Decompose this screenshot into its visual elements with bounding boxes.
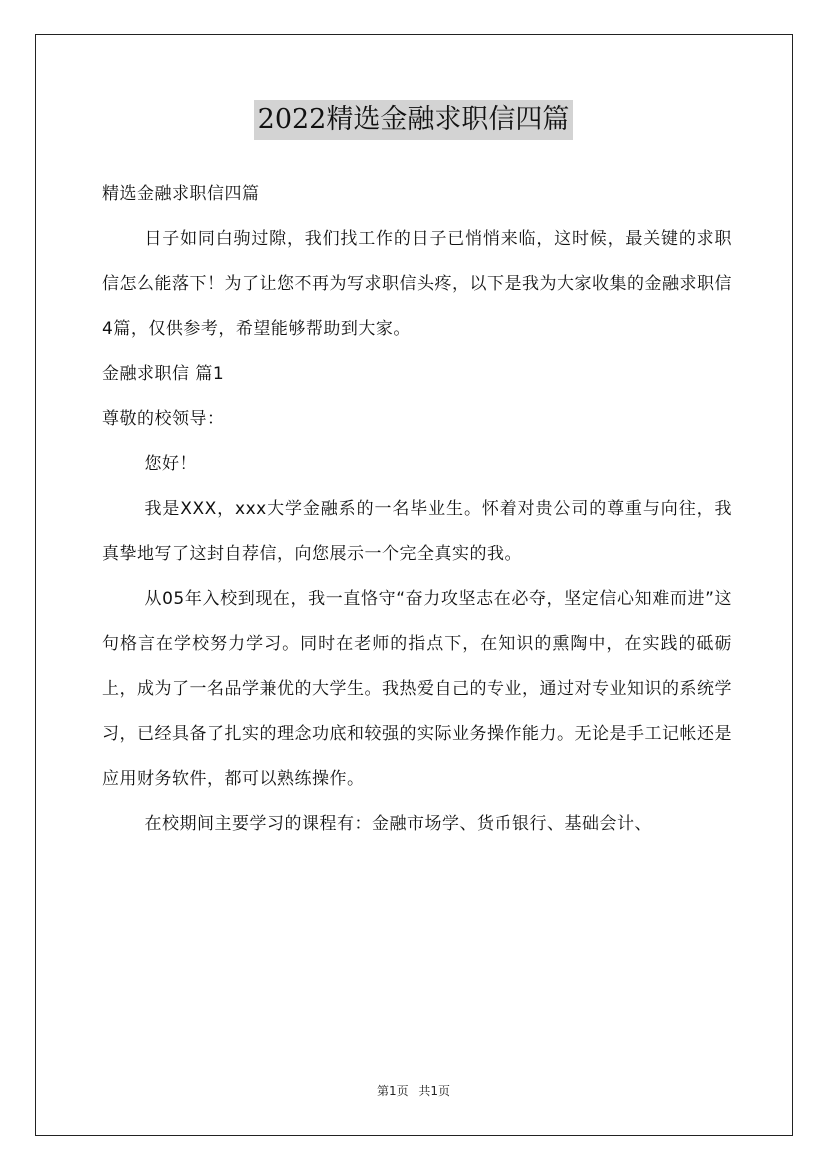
paragraph-0: 精选金融求职信四篇 bbox=[102, 184, 260, 204]
paragraph-1: 日子如同白驹过隙，我们找工作的日子已悄悄来临，这时候，最关键的求职信怎么能落下！为了让您不再为写求职信头疼，以下是我为大家收集的金融求职信4篇，仅供参考，希望能够帮助到大家。 bbox=[102, 229, 732, 339]
paragraph-3: 尊敬的校领导： bbox=[102, 409, 225, 429]
document-body bbox=[102, 172, 732, 847]
document-title: 2022精选金融求职信四篇 bbox=[254, 100, 574, 140]
paragraph-6: 从05年入校到现在，我一直恪守“奋力攻坚志在必夺，坚定信心知难而进”这句格言在学校努力学习。同时在老师的指点下，在知识的熏陶中，在实践的砥砺上，成为了一名品学兼优的大学生。我热爱自己的专业，通过对专业知识的系统学习，已经具备了扎实的理念功底和较强的实际业务操作能力。无论是手工记帐还是应用财务软件，都可以熟练操作。 bbox=[102, 589, 732, 789]
paragraph-2: 金融求职信 篇1 bbox=[102, 364, 225, 384]
paragraph-5: 我是XXX，xxx大学金融系的一名毕业生。怀着对贵公司的尊重与向往，我真挚地写了这封自荐信，向您展示一个完全真实的我。 bbox=[102, 499, 732, 564]
paragraph-7: 在校期间主要学习的课程有：金融市场学、货币银行、基础会计、 bbox=[144, 814, 652, 834]
page-total: 共1页 bbox=[418, 1084, 451, 1098]
title-container bbox=[0, 100, 827, 140]
page-footer bbox=[0, 1082, 827, 1099]
page-number: 第1页 bbox=[376, 1084, 409, 1098]
paragraph-4: 您好！ bbox=[144, 454, 197, 474]
